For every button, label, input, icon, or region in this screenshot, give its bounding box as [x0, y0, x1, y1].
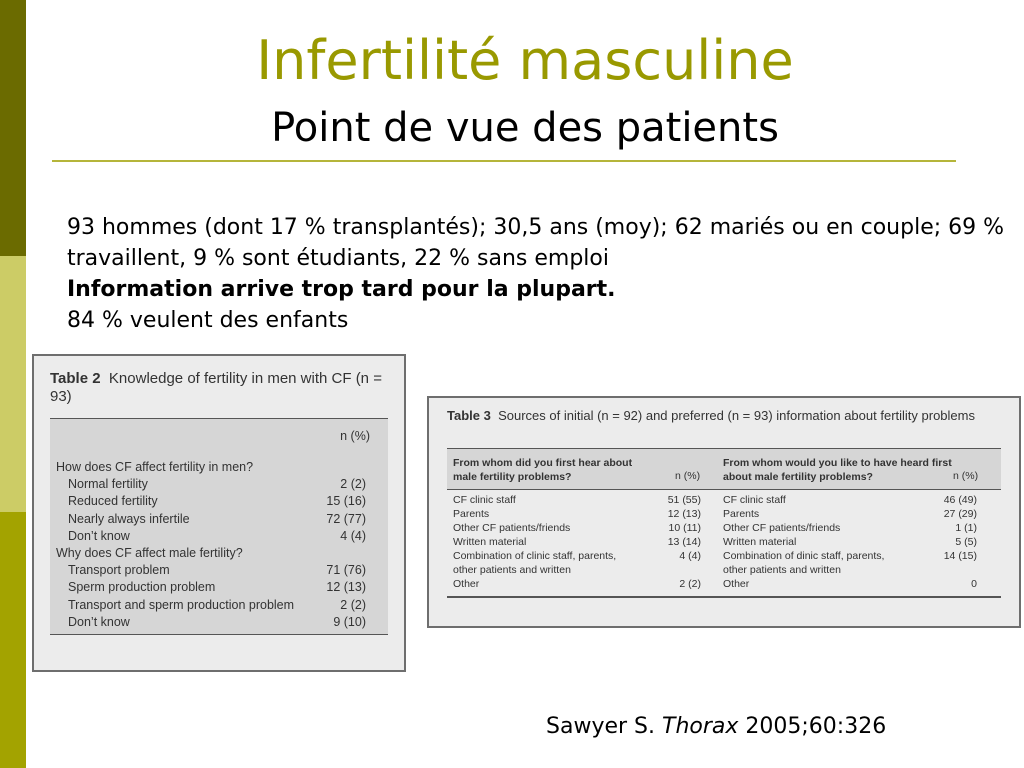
table-row [56, 614, 386, 631]
table-row [56, 579, 386, 596]
table-2-row-value: 9 (10) [333, 614, 366, 629]
table-2-image [32, 354, 406, 672]
table-3-left-header: From whom did you first hear about male fertility problems? [453, 457, 633, 483]
table-3-left-n: 51 (55) [667, 494, 701, 506]
table-3-right-col-header: n (%) [953, 470, 979, 482]
citation-ref: 2005;60:326 [745, 714, 887, 739]
table-3-left-source: Other [453, 578, 480, 590]
table-3-right-source: Other CF patients/friends [723, 522, 841, 534]
table-3-left-n: 13 (14) [667, 536, 701, 548]
table-2-row-label: Transport and sperm production problem [68, 597, 295, 612]
table-3-bottom-rule [447, 596, 1001, 598]
table-3-right-header: From whom would you like to have heard first about male fertility problems? [723, 457, 952, 483]
table-3-left-source: CF clinic staff [453, 494, 516, 506]
table-3-left-source: other patients and written [453, 564, 571, 576]
body-line-information: Information arrive trop tard pour la plupart. [67, 277, 616, 302]
table-2-col-header: n (%) [340, 429, 370, 443]
table-2-caption [50, 370, 390, 406]
table-2-row-label: Why does CF affect male fertility? [56, 546, 243, 560]
table-3-right-source: CF clinic staff [723, 494, 786, 506]
table-row [56, 459, 386, 476]
table-3-right-n: 46 (49) [943, 494, 977, 506]
slide-title: Infertilité masculine [256, 29, 794, 92]
table-3-right-source: Parents [723, 508, 760, 520]
table-2-row-value: 15 (16) [326, 494, 366, 509]
table-3-left-source: Parents [453, 508, 490, 520]
table-3-right-n: 14 (15) [943, 550, 977, 562]
table-2-label: Table 2 [50, 370, 101, 387]
table-3-header-rule [447, 489, 1001, 490]
table-3-right-n: 27 (29) [943, 508, 977, 520]
table-row [56, 511, 386, 528]
table-2-row-label: Reduced fertility [68, 494, 158, 509]
table-3-left-col-header: n (%) [675, 470, 701, 482]
slide-subtitle: Point de vue des patients [271, 105, 779, 151]
table-3-right-source: Combination of dinic staff, parents, [723, 550, 885, 562]
table-2-row-label: Don’t know [68, 528, 130, 543]
table-row [56, 597, 386, 614]
table-3-left-n: 10 (11) [668, 522, 701, 534]
table-row [56, 493, 386, 510]
table-3-label: Table 3 [447, 408, 491, 423]
table-row [56, 476, 386, 493]
table-2-bottom-rule [50, 634, 388, 635]
table-3-right-source: Written material [723, 536, 797, 548]
table-2-header-row [56, 428, 386, 445]
title-divider [52, 160, 956, 162]
table-3-left-source: Written material [453, 536, 527, 548]
table-2-row-value: 4 (4) [340, 528, 366, 543]
table-row [56, 545, 386, 562]
citation [546, 712, 886, 742]
table-2-caption-text: Knowledge of fertility in men with CF (n = 93) [50, 370, 382, 405]
sidebar-decoration-bottom [0, 512, 26, 768]
table-2-row-value: 12 (13) [326, 580, 366, 595]
table-2-row-value: 72 (77) [326, 511, 366, 526]
table-2-row-label: Don’t know [68, 614, 130, 629]
table-3-image [427, 396, 1021, 628]
table-2-row-value: 71 (76) [326, 563, 366, 578]
table-2-row-label: Transport problem [68, 563, 170, 578]
table-2-row-label: Normal fertility [68, 477, 148, 492]
table-row [56, 562, 386, 579]
table-2-row-value: 2 (2) [340, 477, 366, 492]
body-line-demographics: 93 hommes (dont 17 % transplantés); 30,5 ans (moy); 62 mariés ou en couple; 69 % travaillent, 9 % sont étudiants, 22 % sans emploi [67, 215, 1005, 271]
sidebar-decoration-middle [0, 256, 26, 512]
table-2-row-label: Sperm production problem [68, 580, 216, 595]
table-3-left-source: Combination of clinic staff, parents, [453, 550, 617, 562]
table-3-right-n: 0 [971, 578, 977, 590]
table-2-row-label: Nearly always infertile [68, 511, 190, 526]
table-2-row-label: How does CF affect fertility in men? [56, 460, 254, 474]
table-3-left-n: 2 (2) [679, 578, 701, 590]
table-2-top-rule [50, 418, 388, 419]
table-3-left-n: 4 (4) [679, 550, 701, 562]
table-3-left-n: 12 (13) [667, 508, 701, 520]
sidebar-decoration-top [0, 0, 26, 256]
citation-author: Sawyer S. [546, 714, 655, 739]
body-line-children: 84 % veulent des enfants [67, 308, 349, 333]
table-3-caption-text: Sources of initial (n = 92) and preferred (n = 93) information about fertility problems [498, 408, 975, 423]
table-row [56, 528, 386, 545]
slide-body [67, 212, 1012, 336]
table-3-caption [447, 407, 1007, 424]
table-3-right-source: other patients and written [723, 564, 841, 576]
table-3-right-n: 1 (1) [955, 522, 977, 534]
table-3-right-source: Other [723, 578, 750, 590]
table-2-row-value: 2 (2) [340, 597, 366, 612]
citation-journal: Thorax [662, 714, 739, 739]
table-3-left-source: Other CF patients/friends [453, 522, 571, 534]
table-3-right-n: 5 (5) [955, 536, 977, 548]
